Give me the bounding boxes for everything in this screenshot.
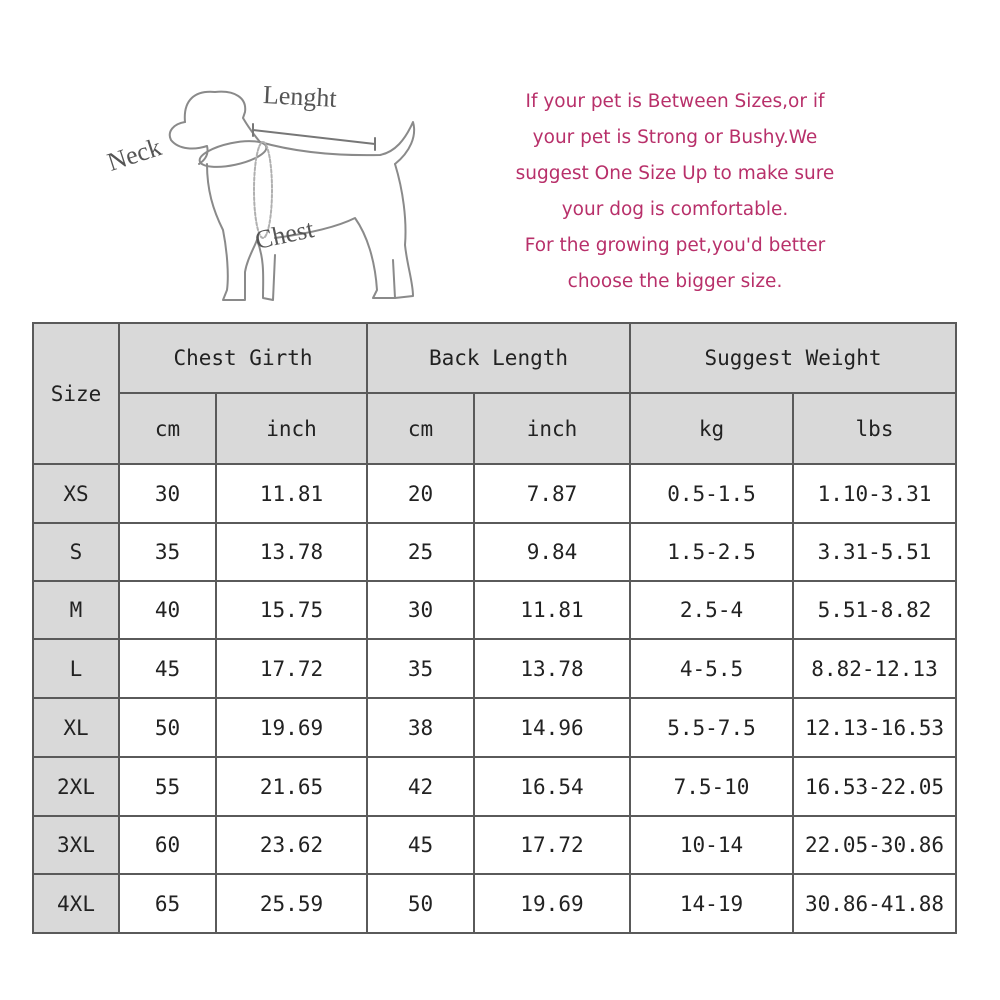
chest-cm-cell: 45	[119, 639, 216, 698]
chest-cm-cell: 60	[119, 816, 216, 874]
length-inch-cell: 14.96	[474, 698, 630, 757]
chest-cm-cell: 35	[119, 523, 216, 581]
size-cell: XL	[33, 698, 119, 757]
length-cm-cell: 38	[367, 698, 474, 757]
weight-kg-cell: 10-14	[630, 816, 793, 874]
sizing-advice-note	[470, 84, 880, 300]
chest-inch-cell: 25.59	[216, 874, 367, 933]
table-row	[33, 874, 956, 933]
note-line: suggest One Size Up to make sure	[515, 163, 835, 184]
weight-kg-cell: 7.5-10	[630, 757, 793, 816]
length-inch-cell: 9.84	[474, 523, 630, 581]
chest-inch-cell: 21.65	[216, 757, 367, 816]
length-cm-cell: 25	[367, 523, 474, 581]
length-inch-cell: 13.78	[474, 639, 630, 698]
weight-lbs-cell: 30.86-41.88	[793, 874, 956, 933]
length-cm-cell: 35	[367, 639, 474, 698]
note-line: If your pet is Between Sizes,or if	[525, 91, 825, 112]
unit-header: inch	[216, 393, 367, 464]
size-cell: S	[33, 523, 119, 581]
length-cm-cell: 50	[367, 874, 474, 933]
length-cm-cell: 30	[367, 581, 474, 639]
length-inch-cell: 16.54	[474, 757, 630, 816]
length-label: Lenght	[262, 80, 338, 113]
unit-header-row	[33, 393, 956, 464]
chest-label: Chest	[252, 214, 317, 255]
length-cm-cell: 45	[367, 816, 474, 874]
table-row	[33, 581, 956, 639]
weight-lbs-cell: 3.31-5.51	[793, 523, 956, 581]
weight-kg-cell: 1.5-2.5	[630, 523, 793, 581]
size-cell: XS	[33, 464, 119, 523]
length-cm-cell: 42	[367, 757, 474, 816]
size-chart-table	[32, 322, 957, 934]
table-row	[33, 698, 956, 757]
weight-kg-cell: 0.5-1.5	[630, 464, 793, 523]
chest-inch-cell: 15.75	[216, 581, 367, 639]
unit-header: lbs	[793, 393, 956, 464]
weight-kg-cell: 4-5.5	[630, 639, 793, 698]
weight-lbs-cell: 16.53-22.05	[793, 757, 956, 816]
back-length-header: Back Length	[367, 323, 630, 393]
chest-inch-cell: 13.78	[216, 523, 367, 581]
size-cell: M	[33, 581, 119, 639]
weight-lbs-cell: 12.13-16.53	[793, 698, 956, 757]
note-line: your dog is comfortable.	[561, 199, 789, 220]
length-inch-cell: 17.72	[474, 816, 630, 874]
note-line: For the growing pet,you'd better	[524, 235, 826, 256]
note-line: choose the bigger size.	[567, 271, 783, 292]
neck-label: Neck	[103, 132, 165, 177]
chest-cm-cell: 40	[119, 581, 216, 639]
chest-inch-cell: 11.81	[216, 464, 367, 523]
size-cell: 2XL	[33, 757, 119, 816]
chest-inch-cell: 17.72	[216, 639, 367, 698]
length-inch-cell: 19.69	[474, 874, 630, 933]
table-row	[33, 816, 956, 874]
length-inch-cell: 11.81	[474, 581, 630, 639]
chest-inch-cell: 19.69	[216, 698, 367, 757]
chest-girth-header: Chest Girth	[119, 323, 367, 393]
length-inch-cell: 7.87	[474, 464, 630, 523]
group-header-row	[33, 323, 956, 393]
table-row	[33, 757, 956, 816]
weight-lbs-cell: 5.51-8.82	[793, 581, 956, 639]
table-row	[33, 523, 956, 581]
unit-header: cm	[367, 393, 474, 464]
weight-kg-cell: 14-19	[630, 874, 793, 933]
weight-kg-cell: 2.5-4	[630, 581, 793, 639]
weight-kg-cell: 5.5-7.5	[630, 698, 793, 757]
chest-cm-cell: 55	[119, 757, 216, 816]
weight-lbs-cell: 8.82-12.13	[793, 639, 956, 698]
dog-measurement-diagram	[95, 60, 435, 310]
chest-cm-cell: 50	[119, 698, 216, 757]
unit-header: inch	[474, 393, 630, 464]
note-line: your pet is Strong or Bushy.We	[532, 127, 818, 148]
table-row	[33, 464, 956, 523]
size-cell: L	[33, 639, 119, 698]
size-column-header: Size	[33, 323, 119, 464]
chest-cm-cell: 65	[119, 874, 216, 933]
suggest-weight-header: Suggest Weight	[630, 323, 956, 393]
chest-inch-cell: 23.62	[216, 816, 367, 874]
weight-lbs-cell: 22.05-30.86	[793, 816, 956, 874]
size-cell: 3XL	[33, 816, 119, 874]
unit-header: cm	[119, 393, 216, 464]
unit-header: kg	[630, 393, 793, 464]
size-cell: 4XL	[33, 874, 119, 933]
chest-cm-cell: 30	[119, 464, 216, 523]
weight-lbs-cell: 1.10-3.31	[793, 464, 956, 523]
table-row	[33, 639, 956, 698]
length-cm-cell: 20	[367, 464, 474, 523]
